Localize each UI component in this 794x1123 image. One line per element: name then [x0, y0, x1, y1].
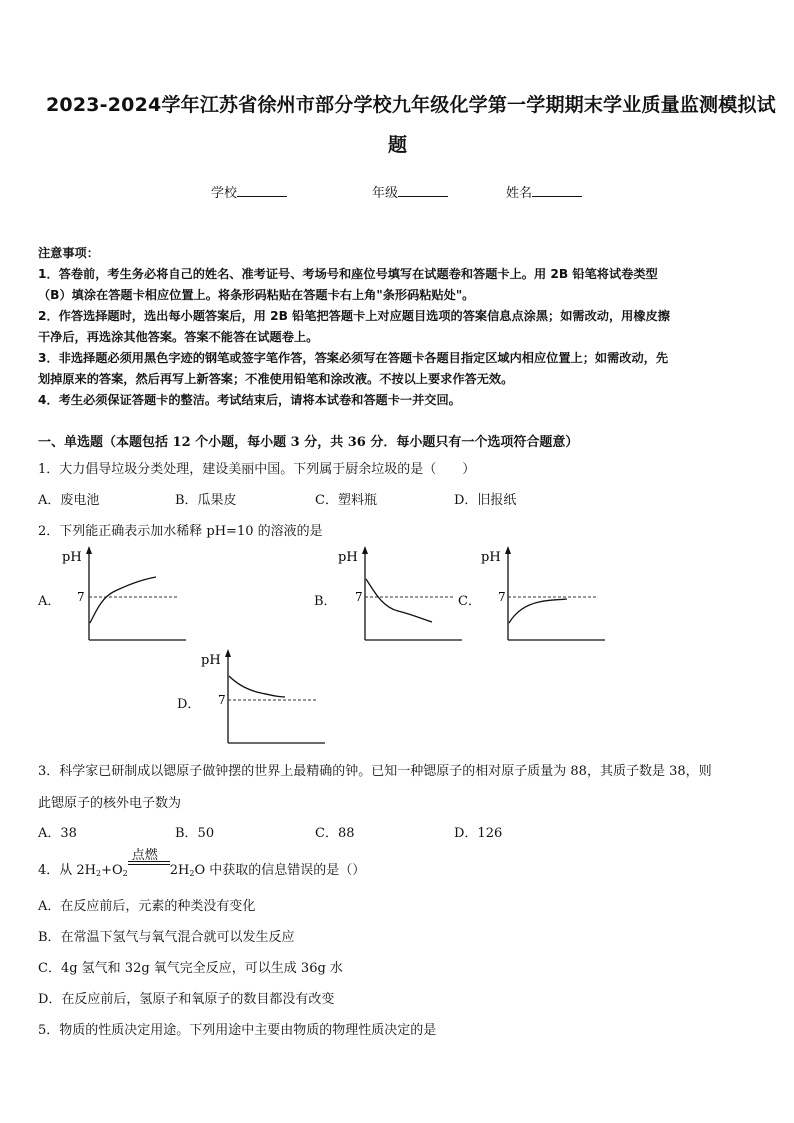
ph-curve	[229, 676, 285, 697]
y-axis-arrow	[505, 546, 511, 554]
ph-graph-a	[60, 543, 190, 645]
ph-7-label: 7	[218, 693, 226, 707]
question-1-option-a: A．废电池	[38, 493, 100, 508]
grade-blank	[398, 184, 448, 197]
school-label: 学校	[211, 186, 238, 201]
grade-field	[372, 182, 448, 201]
name-blank	[532, 184, 582, 197]
ph-7-label: 7	[498, 590, 506, 604]
ph-curve	[366, 579, 432, 622]
ph-7-label: 7	[77, 590, 85, 604]
notice-line: 1．答卷前，考生务必将自己的姓名、准考证号、考场号和座位号填写在试题卷和答题卡上。用 2B 铅笔将试卷类型	[38, 267, 658, 281]
question-2-option-d-label: D．	[177, 697, 201, 712]
notice-line: 划掉原来的答案，然后再写上新答案；不准使用铅笔和涂改液。不按以上要求作答无效。	[38, 372, 514, 386]
y-axis-arrow	[362, 546, 368, 554]
ph-curve	[90, 577, 156, 623]
grade-label: 年级	[372, 186, 399, 201]
question-4-option-d: D．在反应前后，氢原子和氧原子的数目都没有改变	[38, 992, 335, 1007]
equation-reactants: 4．从 $2H_2+O_2$	[38, 863, 128, 878]
ph-axis-label: pH	[338, 550, 358, 565]
ph-graph-d	[199, 646, 329, 748]
school-field	[211, 182, 287, 201]
question-1-option-c: C．塑料瓶	[315, 493, 377, 508]
question-2-option-c-label: C．	[458, 594, 481, 609]
notice-line: 3．非选择题必须用黑色字迹的钢笔或签字笔作答，答案必须写在答题卡各题目指定区域内相应位置上；如需改动，先	[38, 351, 669, 365]
name-label: 姓名	[506, 186, 533, 201]
notice-line: 2．作答选择题时，选出每小题答案后，用 2B 铅笔把答题卡上对应题目选项的答案信息点涂黑；如需改动，用橡皮擦	[38, 309, 670, 323]
notice-line: 4．考生必须保证答题卡的整洁。考试结束后，请将本试卷和答题卡一并交回。	[38, 393, 461, 407]
question-3-stem-continued: 此锶原子的核外电子数为	[38, 796, 182, 811]
question-1-option-b: B．瓜果皮	[175, 493, 237, 508]
equation-product: $2H_2O$ 中获取的信息错误的是（）	[169, 863, 366, 878]
ph-axis-label: pH	[481, 550, 501, 565]
question-1-stem: 1．大力倡导垃圾分类处理，建设美丽中国。下列属于厨余垃圾的是（ ）	[38, 462, 476, 477]
question-4-option-b: B．在常温下氢气与氧气混合就可以发生反应	[38, 930, 295, 945]
notice-heading: 注意事项：	[38, 246, 99, 260]
section-heading: 一、单选题（本题包括 12 个小题，每小题 3 分，共 36 分．每小题只有一个选项符合题意）	[38, 435, 579, 450]
question-4-stem	[38, 848, 366, 878]
question-2-stem: 2．下列能正确表示加水稀释 pH=10 的溶液的是	[38, 524, 323, 539]
reaction-condition: 点燃	[131, 848, 158, 863]
reaction-arrow	[128, 848, 170, 874]
y-axis-arrow	[86, 546, 92, 554]
school-blank	[237, 184, 287, 197]
question-3-stem: 3．科学家已研制成以锶原子做钟摆的世界上最精确的钟。已知一种锶原子的相对原子质量为 88，其质子数是 38，则	[38, 764, 712, 779]
question-4-option-a: A．在反应前后，元素的种类没有变化	[38, 899, 256, 914]
question-3-option-a: A．38	[38, 826, 77, 841]
y-axis-arrow	[225, 649, 231, 657]
name-field	[506, 182, 582, 201]
ph-7-label: 7	[355, 590, 363, 604]
ph-axis-label: pH	[201, 653, 221, 668]
notice-line: 干净后，再选涂其他答案。答案不能答在试题卷上。	[38, 330, 319, 344]
question-3-option-d: D．126	[454, 826, 503, 841]
question-2-option-b-label: B．	[314, 594, 337, 609]
page-title: 2023-2024学年江苏省徐州市部分学校九年级化学第一学期期末学业质量监测模拟试	[46, 94, 776, 116]
notice-line: （B）填涂在答题卡相应位置上。将条形码粘贴在答题卡右上角"条形码粘贴处"。	[38, 288, 475, 302]
question-4-option-c: C．4g 氢气和 32g 氧气完全反应，可以生成 36g 水	[38, 961, 343, 976]
ph-graph-c	[479, 543, 609, 645]
ph-axis-label: pH	[62, 550, 82, 565]
question-2-option-a-label: A．	[38, 594, 61, 609]
question-5-stem: 5．物质的性质决定用途。下列用途中主要由物质的物理性质决定的是	[38, 1023, 437, 1038]
question-1-option-d: D．旧报纸	[454, 493, 517, 508]
ph-graph-b	[336, 543, 466, 645]
page-title-continued: 题	[388, 134, 408, 156]
question-3-option-c: C．88	[315, 826, 355, 841]
ph-curve	[509, 599, 567, 623]
question-3-option-b: B．50	[175, 826, 215, 841]
